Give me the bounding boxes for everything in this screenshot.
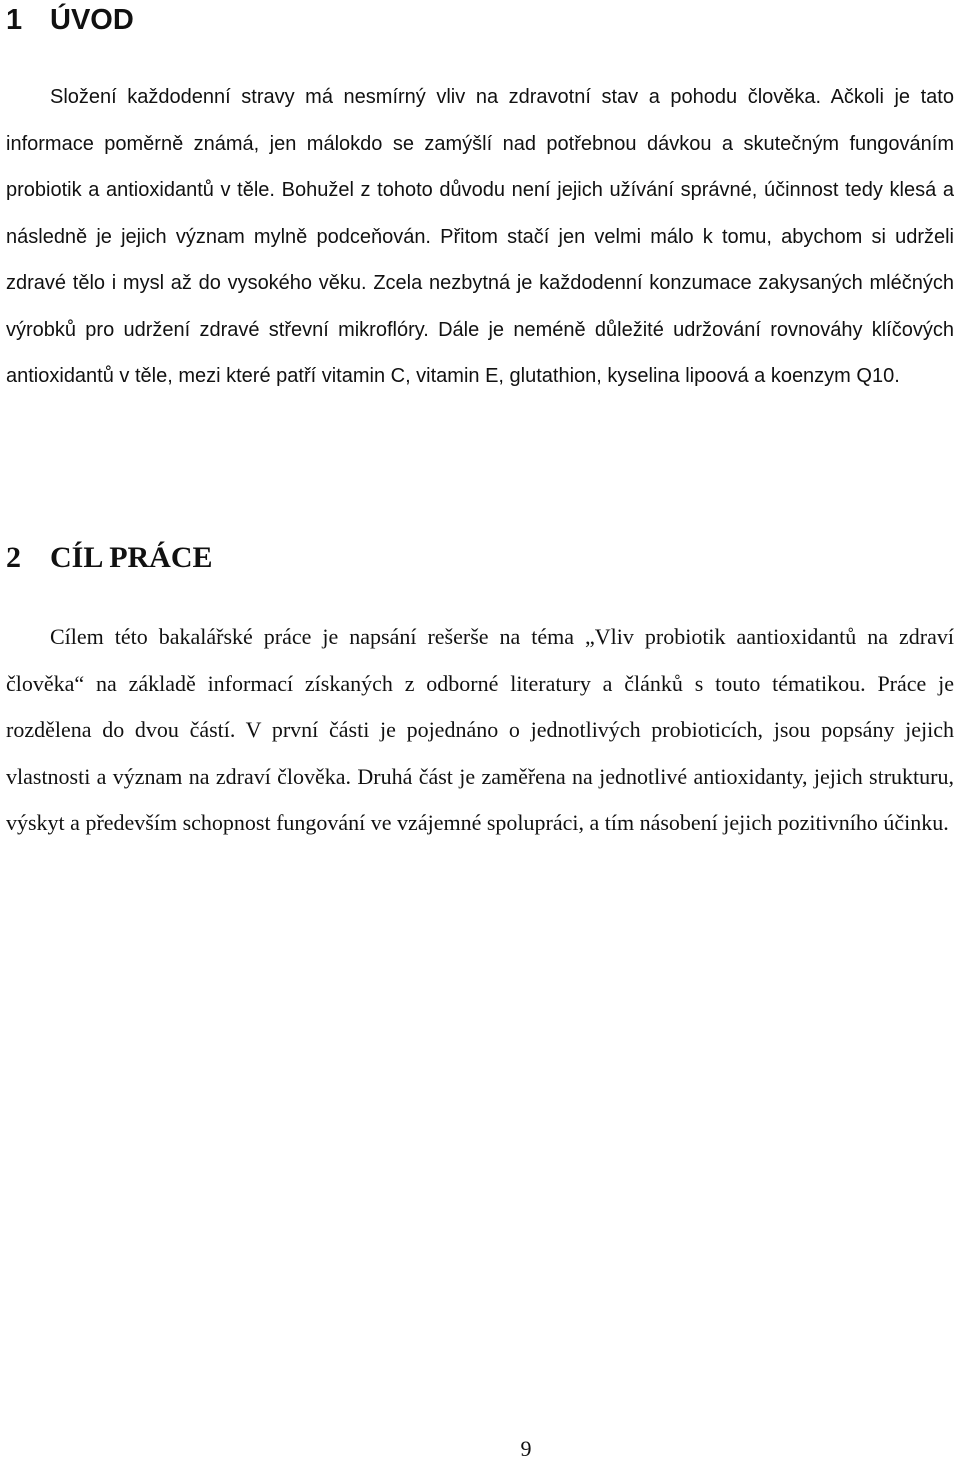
section-title: ÚVOD xyxy=(50,4,134,36)
page-number: 9 xyxy=(520,1436,532,1461)
section-heading-cil-prace xyxy=(6,540,213,576)
section-heading-uvod xyxy=(6,2,134,38)
section-title: CÍL PRÁCE xyxy=(50,541,213,574)
goal-paragraph: Cílem této bakalářské práce je napsání rešerše na téma „Vliv probiotik aantioxidantů na zdraví člověka“ na základě informací získaných z odborné literatury a článků s touto tématikou. Práce je rozdělena do dvou částí. V první části je pojednáno o jednotlivých probioticích, jsou popsány jejich vlastnosti a význam na zdraví člověka. Druhá část je zaměřena na jednotlivé antioxidanty, jejich strukturu, výskyt a především schopnost fungování ve vzájemné spolupráci, a tím násobení jejich pozitivního účinku. xyxy=(6,624,954,835)
section-number: 1 xyxy=(6,4,23,36)
section-number: 2 xyxy=(6,541,21,574)
intro-paragraph: Složení každodenní stravy má nesmírný vliv na zdravotní stav a pohodu člověka. Ačkoli je tato informace poměrně známá, jen málokdo se zamýšlí nad potřebnou dávkou a skutečným fungováním probiotik a antioxidantů v těle. Bohužel z tohoto důvodu není jejich užívání správné, účinnost tedy klesá a následně je jejich význam mylně podceňován. Přitom stačí jen velmi málo k tomu, abychom si udrželi zdravé tělo i mysl až do vysokého věku. Zcela nezbytná je každodenní konzumace zakysaných mléčných výrobků pro udržení zdravé střevní mikroflóry. Dále je neméně důležité udržování rovnováhy klíčových antioxidantů v těle, mezi které patří vitamin C, vitamin E, glutathion, kyselina lipoová a koenzym Q10. xyxy=(6,86,954,387)
